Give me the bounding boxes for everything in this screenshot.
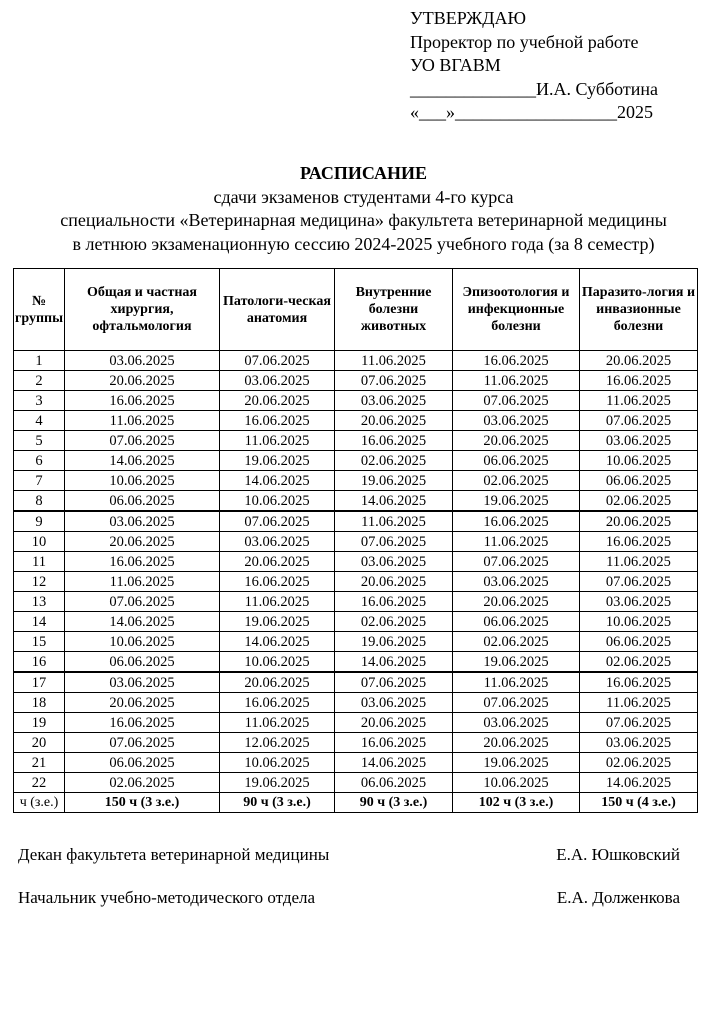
exam-date-cell: 20.06.2025 (65, 371, 220, 391)
exam-date-cell: 11.06.2025 (453, 672, 580, 693)
table-body (14, 351, 698, 813)
group-number-cell: 3 (14, 391, 65, 411)
department-head-name: Е.А. Долженкова (556, 888, 680, 907)
table-row (14, 733, 698, 753)
exam-date-cell: 03.06.2025 (453, 411, 580, 431)
exam-date-cell: 20.06.2025 (335, 713, 453, 733)
exam-date-cell: 10.06.2025 (65, 632, 220, 652)
hours-credits-cell: 90 ч (3 з.е.) (220, 793, 335, 813)
exam-date-cell: 03.06.2025 (65, 511, 220, 532)
header-group-number: № группы (14, 269, 65, 351)
exam-date-cell: 14.06.2025 (335, 491, 453, 512)
table-row (14, 411, 698, 431)
approver-signature-line: ______________И.А. Субботина (410, 78, 659, 99)
exam-date-cell: 20.06.2025 (65, 693, 220, 713)
exam-date-cell: 10.06.2025 (453, 773, 580, 793)
header-parasitology: Паразито-логия и инвазионные болезни (580, 269, 698, 351)
group-number-cell: 17 (14, 672, 65, 693)
table-row (14, 773, 698, 793)
exam-date-cell: 07.06.2025 (220, 511, 335, 532)
exam-date-cell: 10.06.2025 (580, 451, 698, 471)
exam-date-cell: 11.06.2025 (65, 411, 220, 431)
exam-date-cell: 03.06.2025 (335, 693, 453, 713)
group-number-cell: 13 (14, 592, 65, 612)
exam-date-cell: 10.06.2025 (65, 471, 220, 491)
exam-date-cell: 16.06.2025 (453, 511, 580, 532)
header-pathological-anatomy: Патологи-ческая анатомия (220, 269, 335, 351)
exam-date-cell: 14.06.2025 (580, 773, 698, 793)
exam-date-cell: 07.06.2025 (220, 351, 335, 371)
exam-date-cell: 06.06.2025 (580, 632, 698, 652)
approval-block (410, 7, 658, 125)
exam-date-cell: 20.06.2025 (453, 733, 580, 753)
table-row (14, 431, 698, 451)
dean-signature-row (18, 845, 680, 865)
title-line-3: в летнюю экзаменационную сессию 2024-2025 учебного года (за 8 семестр) (72, 233, 655, 254)
exam-date-cell: 06.06.2025 (453, 451, 580, 471)
group-number-cell: 22 (14, 773, 65, 793)
exam-date-cell: 02.06.2025 (580, 753, 698, 773)
department-head-signature-row (18, 888, 680, 908)
group-number-cell: 12 (14, 572, 65, 592)
exam-date-cell: 19.06.2025 (220, 612, 335, 632)
exam-date-cell: 11.06.2025 (335, 351, 453, 371)
title-line-1: сдачи экзаменов студентами 4-го курса (213, 186, 514, 207)
exam-date-cell: 03.06.2025 (580, 733, 698, 753)
exam-date-cell: 11.06.2025 (220, 713, 335, 733)
exam-date-cell: 20.06.2025 (220, 391, 335, 411)
exam-date-cell: 07.06.2025 (453, 391, 580, 411)
exam-date-cell: 16.06.2025 (65, 713, 220, 733)
exam-date-cell: 16.06.2025 (335, 733, 453, 753)
exam-date-cell: 16.06.2025 (580, 371, 698, 391)
exam-date-cell: 14.06.2025 (335, 753, 453, 773)
exam-date-cell: 16.06.2025 (65, 391, 220, 411)
exam-date-cell: 20.06.2025 (335, 411, 453, 431)
exam-date-cell: 03.06.2025 (220, 532, 335, 552)
exam-date-cell: 06.06.2025 (65, 753, 220, 773)
table-row (14, 471, 698, 491)
exam-date-cell: 02.06.2025 (580, 491, 698, 512)
exam-date-cell: 19.06.2025 (335, 471, 453, 491)
exam-date-cell: 11.06.2025 (453, 532, 580, 552)
exam-date-cell: 19.06.2025 (220, 773, 335, 793)
exam-date-cell: 20.06.2025 (453, 431, 580, 451)
exam-date-cell: 02.06.2025 (453, 471, 580, 491)
exam-date-cell: 02.06.2025 (335, 612, 453, 632)
exam-date-cell: 20.06.2025 (580, 351, 698, 371)
exam-date-cell: 03.06.2025 (453, 713, 580, 733)
table-row (14, 391, 698, 411)
exam-date-cell: 02.06.2025 (65, 773, 220, 793)
exam-date-cell: 10.06.2025 (220, 652, 335, 673)
group-number-cell: 1 (14, 351, 65, 371)
exam-date-cell: 03.06.2025 (335, 552, 453, 572)
exam-date-cell: 06.06.2025 (453, 612, 580, 632)
exam-date-cell: 03.06.2025 (580, 592, 698, 612)
exam-date-cell: 07.06.2025 (335, 532, 453, 552)
exam-date-cell: 16.06.2025 (453, 351, 580, 371)
exam-date-cell: 20.06.2025 (580, 511, 698, 532)
exam-date-cell: 20.06.2025 (220, 552, 335, 572)
exam-date-cell: 06.06.2025 (335, 773, 453, 793)
approval-date-line: «___»__________________2025 (410, 102, 653, 122)
approver-position: Проректор по учебной работе (410, 31, 639, 52)
exam-date-cell: 11.06.2025 (580, 552, 698, 572)
exam-date-cell: 16.06.2025 (65, 552, 220, 572)
table-row (14, 371, 698, 391)
exam-date-cell: 03.06.2025 (335, 391, 453, 411)
group-number-cell: 14 (14, 612, 65, 632)
group-number-cell: 20 (14, 733, 65, 753)
exam-schedule-table (13, 268, 698, 813)
table-row (14, 693, 698, 713)
exam-date-cell: 16.06.2025 (220, 693, 335, 713)
exam-date-cell: 07.06.2025 (65, 592, 220, 612)
exam-date-cell: 07.06.2025 (453, 552, 580, 572)
exam-date-cell: 14.06.2025 (220, 471, 335, 491)
dean-name: Е.А. Юшковский (556, 845, 680, 864)
exam-date-cell: 07.06.2025 (65, 431, 220, 451)
totals-row (14, 793, 698, 813)
table-row (14, 511, 698, 532)
exam-date-cell: 19.06.2025 (220, 451, 335, 471)
exam-date-cell: 20.06.2025 (453, 592, 580, 612)
exam-date-cell: 16.06.2025 (220, 411, 335, 431)
table-row (14, 491, 698, 512)
exam-date-cell: 07.06.2025 (335, 672, 453, 693)
exam-date-cell: 16.06.2025 (220, 572, 335, 592)
group-number-cell: 18 (14, 693, 65, 713)
table-row (14, 532, 698, 552)
group-number-cell: 10 (14, 532, 65, 552)
exam-date-cell: 16.06.2025 (335, 592, 453, 612)
exam-date-cell: 11.06.2025 (580, 693, 698, 713)
table-row (14, 451, 698, 471)
exam-date-cell: 07.06.2025 (580, 713, 698, 733)
table-row (14, 753, 698, 773)
hours-credits-cell: 90 ч (3 з.е.) (335, 793, 453, 813)
exam-date-cell: 02.06.2025 (453, 632, 580, 652)
exam-date-cell: 19.06.2025 (453, 753, 580, 773)
table-row (14, 592, 698, 612)
hours-credits-cell: 102 ч (3 з.е.) (453, 793, 580, 813)
group-number-cell: 11 (14, 552, 65, 572)
title-line-2: специальности «Ветеринарная медицина» факультета ветеринарной медицины (60, 210, 667, 230)
exam-date-cell: 07.06.2025 (335, 371, 453, 391)
exam-date-cell: 03.06.2025 (65, 672, 220, 693)
group-number-cell: 9 (14, 511, 65, 532)
totals-label-cell: ч (з.е.) (14, 793, 65, 813)
approval-heading: УТВЕРЖДАЮ (410, 8, 527, 28)
exam-date-cell: 14.06.2025 (335, 652, 453, 673)
exam-date-cell: 03.06.2025 (580, 431, 698, 451)
exam-date-cell: 11.06.2025 (220, 592, 335, 612)
exam-date-cell: 19.06.2025 (453, 652, 580, 673)
exam-date-cell: 11.06.2025 (580, 391, 698, 411)
table-row (14, 713, 698, 733)
group-number-cell: 5 (14, 431, 65, 451)
group-number-cell: 16 (14, 652, 65, 673)
exam-date-cell: 16.06.2025 (580, 672, 698, 693)
exam-date-cell: 20.06.2025 (335, 572, 453, 592)
exam-date-cell: 19.06.2025 (453, 491, 580, 512)
group-number-cell: 21 (14, 753, 65, 773)
hours-credits-cell: 150 ч (3 з.е.) (65, 793, 220, 813)
group-number-cell: 7 (14, 471, 65, 491)
exam-date-cell: 06.06.2025 (580, 471, 698, 491)
table-row (14, 612, 698, 632)
exam-date-cell: 07.06.2025 (580, 572, 698, 592)
exam-date-cell: 12.06.2025 (220, 733, 335, 753)
header-surgery: Общая и частная хирургия, офтальмология (65, 269, 220, 351)
group-number-cell: 19 (14, 713, 65, 733)
exam-date-cell: 10.06.2025 (220, 753, 335, 773)
table-row (14, 632, 698, 652)
title-heading: РАСПИСАНИЕ (300, 163, 427, 183)
exam-date-cell: 10.06.2025 (580, 612, 698, 632)
exam-date-cell: 07.06.2025 (453, 693, 580, 713)
group-number-cell: 2 (14, 371, 65, 391)
table-row (14, 652, 698, 673)
exam-date-cell: 11.06.2025 (453, 371, 580, 391)
group-number-cell: 15 (14, 632, 65, 652)
exam-date-cell: 16.06.2025 (335, 431, 453, 451)
exam-date-cell: 11.06.2025 (65, 572, 220, 592)
table-header-row (14, 269, 698, 351)
exam-date-cell: 06.06.2025 (65, 652, 220, 673)
hours-credits-cell: 150 ч (4 з.е.) (580, 793, 698, 813)
table-row (14, 351, 698, 371)
table-row (14, 552, 698, 572)
exam-date-cell: 03.06.2025 (65, 351, 220, 371)
exam-date-cell: 02.06.2025 (580, 652, 698, 673)
document-title (0, 162, 727, 256)
exam-date-cell: 20.06.2025 (220, 672, 335, 693)
exam-date-cell: 19.06.2025 (335, 632, 453, 652)
dean-title: Декан факультета ветеринарной медицины (18, 845, 330, 864)
exam-date-cell: 14.06.2025 (220, 632, 335, 652)
exam-date-cell: 10.06.2025 (220, 491, 335, 512)
exam-date-cell: 14.06.2025 (65, 612, 220, 632)
exam-date-cell: 03.06.2025 (453, 572, 580, 592)
exam-date-cell: 11.06.2025 (335, 511, 453, 532)
approver-organization: УО ВГАВМ (410, 55, 501, 75)
group-number-cell: 4 (14, 411, 65, 431)
department-head-title: Начальник учебно-методического отдела (18, 888, 316, 907)
group-number-cell: 8 (14, 491, 65, 512)
exam-date-cell: 11.06.2025 (220, 431, 335, 451)
group-number-cell: 6 (14, 451, 65, 471)
exam-date-cell: 16.06.2025 (580, 532, 698, 552)
exam-date-cell: 20.06.2025 (65, 532, 220, 552)
table-row (14, 672, 698, 693)
exam-date-cell: 07.06.2025 (580, 411, 698, 431)
exam-date-cell: 03.06.2025 (220, 371, 335, 391)
exam-date-cell: 02.06.2025 (335, 451, 453, 471)
exam-date-cell: 07.06.2025 (65, 733, 220, 753)
header-epizootology: Эпизоотология и инфекционные болезни (453, 269, 580, 351)
exam-date-cell: 06.06.2025 (65, 491, 220, 512)
header-internal-diseases: Внутренние болезни животных (335, 269, 453, 351)
table-row (14, 572, 698, 592)
exam-date-cell: 14.06.2025 (65, 451, 220, 471)
